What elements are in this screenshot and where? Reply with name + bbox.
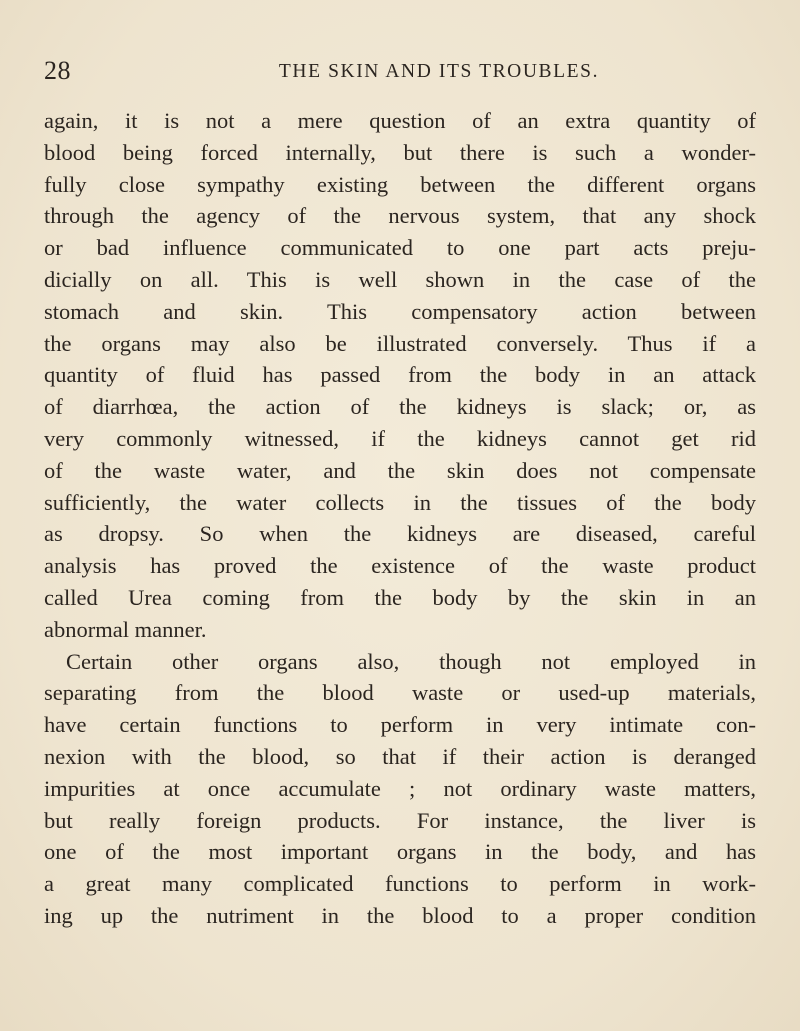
text-line: called Urea coming from the body by the skin in an [44, 584, 756, 610]
text-line: one of the most important organs in the body, and has [44, 839, 756, 865]
text-line: blood being forced internally, but there is such a wonder- [44, 139, 756, 165]
text-line: have certain functions to perform in very intimate con- [44, 712, 756, 738]
body-text [44, 105, 756, 932]
text-line: but really foreign products. For instance, the liver is [44, 807, 756, 833]
text-line: a great many complicated functions to perform in work- [44, 871, 756, 897]
text-line: as dropsy. So when the kidneys are diseased, careful [44, 521, 756, 547]
text-line: separating from the blood waste or used-up materials, [44, 680, 756, 706]
text-line: the organs may also be illustrated conversely. Thus if a [44, 330, 756, 356]
text-line: impurities at once accumulate ; not ordinary waste matters, [44, 775, 756, 801]
text-line: nexion with the blood, so that if their action is deranged [44, 743, 756, 769]
text-line: dicially on all. This is well shown in the case of the [44, 266, 756, 292]
text-line: of the waste water, and the skin does not compensate [44, 457, 756, 483]
text-line: or bad influence communicated to one part acts preju- [44, 235, 756, 261]
text-line: ing up the nutriment in the blood to a proper condition [44, 902, 756, 928]
text-line: again, it is not a mere question of an extra quantity of [44, 108, 756, 133]
text-line: stomach and skin. This compensatory action between [44, 298, 756, 324]
page-number: 28 [44, 56, 71, 85]
text-line: quantity of fluid has passed from the body in an attack [44, 362, 756, 388]
text-line: analysis has proved the existence of the waste product [44, 553, 756, 579]
page-header [44, 56, 756, 86]
text-line: of diarrhœa, the action of the kidneys is slack; or, as [44, 394, 756, 420]
text-line: through the agency of the nervous system, that any shock [44, 203, 756, 229]
paragraph-end-line: abnormal manner. [44, 616, 207, 642]
text-line: very commonly witnessed, if the kidneys cannot get rid [44, 425, 756, 451]
text-line: fully close sympathy existing between the different organs [44, 171, 756, 197]
text-line: sufficiently, the water collects in the tissues of the body [44, 489, 756, 515]
paragraph-start-line: Certain other organs also, though not employed in [66, 648, 756, 674]
running-head: THE SKIN AND ITS TROUBLES. [278, 61, 600, 82]
